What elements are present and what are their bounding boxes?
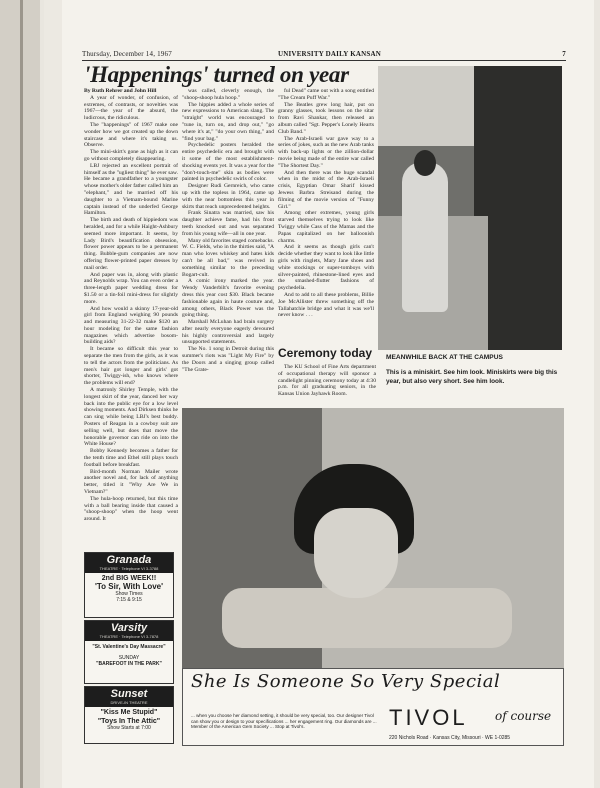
article-paragraph: The mini-skirt's gone as high as it can go without completely disappearing. [84, 149, 178, 162]
article-paragraph: LBJ rejected an excellent portrait of himself as the "ugliest thing" he ever saw. He became a grandfather to a youngster whose mother's older father called him an "elephant," and he married off his daughter to a Vietnam-bound Marine captain instead of the underfed George Hamilton. [84, 162, 178, 217]
tivol-brand: TIVOL [389, 705, 468, 730]
varsity-feature: "St. Valentine's Day Massacre" [92, 644, 166, 650]
photo-caption-title: MEANWHILE BACK AT THE CAMPUS [386, 354, 503, 361]
header-paper-name: UNIVERSITY DAILY KANSAN [278, 50, 382, 58]
article-headline: 'Happenings' turned on year [84, 62, 349, 87]
article-paragraph: It became so difficult this year to separate the men from the girls, as it was to tell the actors from the politicians. As men's hair got longer and girls' got shorter, Twiggy-ish, who knows where the problems will end? [84, 346, 178, 387]
tivol-advertisement [182, 668, 564, 746]
article-paragraph: The birth and death of hippiedom was heralded, and for a while Haight-Ashbury seemed more important. It seems, by Lady Bird's beautification obsession, flower power appears to be a permanent thing. Bubble-gum companies are now offering flower-printed paper dresses by mail order. [84, 217, 178, 271]
portrait-face [314, 508, 398, 598]
article-column-2 [182, 88, 274, 414]
article-paragraph: And paper was in, along with plastic and Reynolds wrap. You can even order a three-length paper wedding dress for $1.50 or a tin-foil mini-dress for slightly more. [84, 271, 178, 305]
granada-showtimes: 7:15 & 9:15 [116, 597, 142, 603]
tivol-slogan: She Is Someone So Very Special [191, 671, 501, 692]
article-paragraph: Frank Sinatra was married, saw his daughter achieve fame, had his front teeth knocked out and was separated from his young wife—all in one year. [182, 210, 274, 237]
granada-line-1: 2nd BIG WEEK!! [101, 575, 157, 582]
article-paragraph: The Beatles grew long hair, put on granny glasses, took lessons on the sitar from Ravi Shankar, then released an album called "Sgt. Pepper's Lonely Hearts Club Band." [278, 101, 374, 135]
portrait-arms [222, 588, 512, 648]
article-paragraph: A comic irony marked the year. Wendy Vanderbilt's favorite evening dress this year cost $30. Black became fashionable again in haute couture and, among others, Black Power was the going thing. [182, 278, 274, 319]
page-gutter [44, 0, 62, 788]
sunset-feature-2: "Toys In The Attic" [97, 718, 161, 725]
article-paragraph: The "happenings" of 1967 make one wonder how we got created up the down staircase and where it's taking us. Observe. [84, 121, 178, 149]
tivol-address: 220 Nichols Road · Kansas City, Missouri · WE 1-0285 [389, 735, 511, 741]
article-paragraph: Among other extremes, young girls starved themselves trying to look like Twiggy while Cass of the Mamas and the Papas capitalized on her balloonish charms. [278, 210, 374, 244]
page-number: 7 [562, 50, 566, 58]
varsity-sunday-label: SUNDAY [118, 655, 140, 661]
article-paragraph: A matronly Shirley Temple, with the longest skirt of the year, danced her way back into the public eye for a low level showing moments. And Dirksen thinks he can sing while being LBJ's best buddy. Posters of Reagan in a cowboy suit are selling well, but does that move the honorable governor can ride on into the White House? [84, 387, 178, 448]
varsity-sunday-feature: "BAREFOOT IN THE PARK" [96, 661, 162, 667]
header-date: Thursday, December 14, 1967 [82, 50, 172, 58]
binding-strip [0, 0, 40, 788]
article-paragraph: A year of wonder, of confusion, of extremes, of contrasts, or novelties was 1967—the year of the absurd, the ludicrous, the ridiculous. [84, 94, 178, 122]
article-byline: By Ruth Rehrer and John Hill [84, 88, 157, 94]
article-paragraph: Bobby Kennedy becomes a father for the tenth time and Ethel still plays touch football before breakfast. [84, 448, 178, 468]
sunset-subtitle: DRIVE-IN THEATRE [85, 700, 173, 707]
granada-showtimes-label: Show Times [115, 591, 143, 597]
article-paragraph: ful Dead" came out with a song entitled "The Cream Puff War." [278, 88, 374, 101]
article-paragraph: was called, cleverly enough, the "shoop-shoop hula hoop." [182, 88, 274, 101]
article-paragraph: Bird-month Norman Mailer wrote another novel and, for lack of anything better, titled it "Why Are We in Vietnam?" [84, 468, 178, 496]
granada-theatre-ad [84, 552, 174, 618]
photo-woman-figure [402, 162, 448, 312]
varsity-phone: THEATRE · Telephone VI 3-7878 [85, 634, 173, 641]
header-rule [82, 60, 566, 61]
photo-caption-text: This is a miniskirt. See him look. Miniskirts were big this year, but also very short. See him look. [386, 369, 558, 385]
article-paragraph: Many old favorites staged comebacks. W. C. Fields, who in the thirties said, "A man who loves whiskey and hates kids can't be all bad," was revived in something similar to the preceding Bogart-cult. [182, 237, 274, 278]
article-paragraph: The hippies added a whole series of new expressions to American slang. The "straight" world was encouraged to "tune in, turn on, and drop out," "go where it's at," "do your own thing," and "find your bag." [182, 101, 274, 142]
article-column-1 [84, 88, 178, 550]
article-paragraph: The Arab-Israeli war gave way to a series of jokes, such as the new Arab tanks with back-up lights or the zillion-dollar movie being made of the entire war called "The Shortest Day." [278, 135, 374, 169]
tivol-body-text: ... when you choose her diamond setting, it should be very special, too. Our designer Tivol can show you or design to your specifications ... her engagement ring. Our diamonds are ... Member of the American Gem Society ... Stop at Tivol's. [191, 713, 377, 730]
granada-feature: 'To Sir, With Love' [94, 582, 164, 591]
ceremony-article [278, 364, 376, 398]
ceremony-text: The KU School of Fine Arts department of occupational therapy will sponsor a candlelight pinning ceremony today at 4:30 p.m. for all graduating seniors, in the Kansas Union Jayhawk Room. [278, 364, 376, 398]
article-paragraph: And how would a skinny 17-year-old girl from England weighing 90 pounds and measuring 31-22-32 make $120 an hour modeling for the same fashion magazines which advertise bosom-building aids? [84, 305, 178, 346]
granada-phone: THEATRE · Telephone VI 3-3788 [85, 566, 173, 573]
photo-woman-head [414, 150, 436, 176]
granada-logo: Granada [85, 553, 173, 566]
article-paragraph: The No. 1 song in Detroit during this summer's riots was "Light My Fire" by the Doors and a singing group called "The Grate- [182, 346, 274, 373]
article-paragraph: Designer Rudi Gernreich, who came up with the topless in 1964, came up with the near bottomless this year in skirts that reach unprecedented heights. [182, 183, 274, 210]
sunset-showtime: Show Starts at 7:00 [107, 725, 151, 731]
ceremony-headline: Ceremony today [278, 346, 373, 360]
article-paragraph: Psychedelic posters heralded the entire psychedelic era and brought with it some of the most establishment-shocking events yet. It was a year for the "don't-touch-me" skin as bodies were painted in psychedelic swirls of color. [182, 142, 274, 183]
varsity-logo: Varsity [85, 621, 173, 634]
ad-portrait-photo [182, 408, 564, 668]
article-paragraph: The hula-hoop returned, but this time with a ball bearing inside that caused a "shoop-shoop" when the hoop went around. It [84, 495, 178, 523]
article-paragraph: Marshall McLuhan had brain surgery after nearly everyone eagerly devoured his highly controversial and largely unsupported statements. [182, 319, 274, 346]
sunset-drive-in-ad [84, 686, 174, 744]
sunset-logo: Sunset [85, 687, 173, 700]
article-column-3 [278, 88, 374, 344]
article-paragraph: And to add to all these problems, Billie Joe McAllister threw something off the Tallahatchie bridge and what it was we'll never know . . . [278, 291, 374, 319]
article-paragraph: And it seems as though girls can't decide whether they want to look like little girls with ringlets, Mary Jane shoes and white stockings or super-tomboys with silver-painted, rhinestone-lined eyes and the smashed-flutter fashions of psychedelia. [278, 244, 374, 292]
tivol-tagline: of course [495, 709, 552, 723]
sunset-feature-1: "Kiss Me Stupid" [100, 709, 158, 716]
varsity-theatre-ad [84, 620, 174, 684]
article-paragraph: And then there was the huge scandal when in the midst of the Arab-Israeli crisis, Egyptian Omar Sharif kissed Jewess Barbra Streisand during the filming of the movie version of "Funny Girl." [278, 169, 374, 210]
campus-photo [378, 66, 562, 350]
